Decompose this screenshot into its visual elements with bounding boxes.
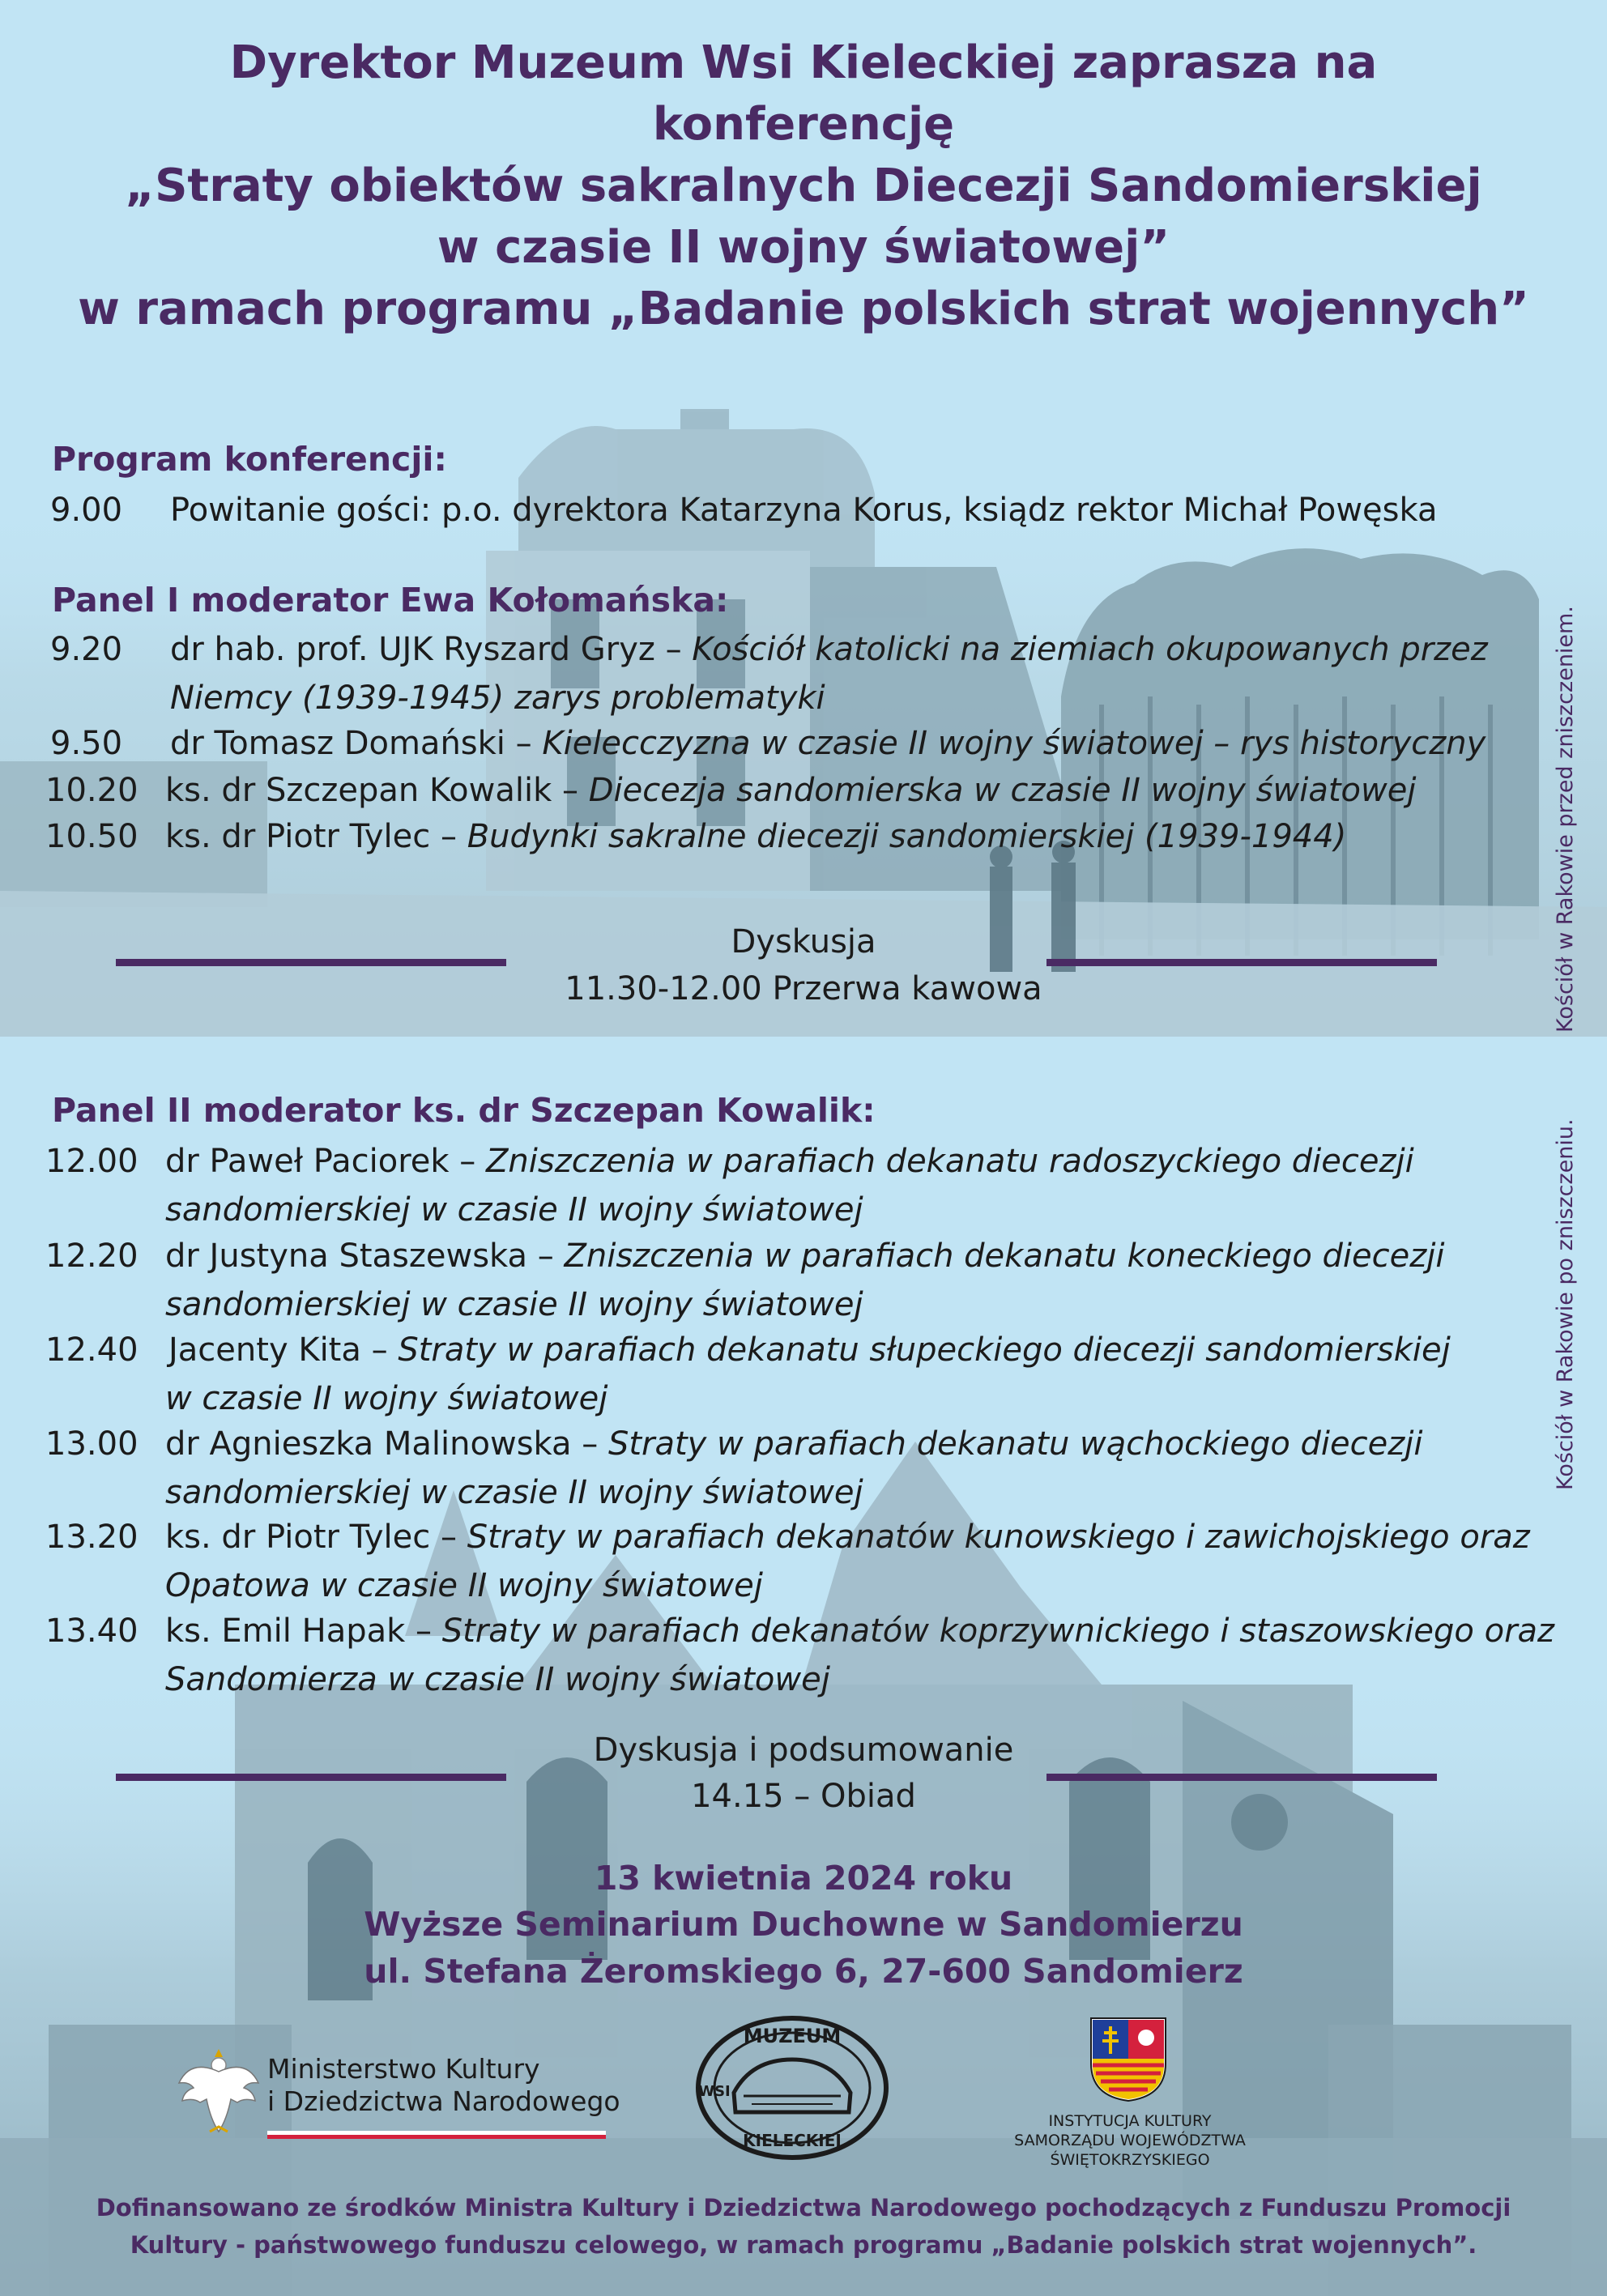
item-topic: Kościół katolicki na ziemiach okupowanych przez [692, 631, 1488, 668]
header-line-2: konferencję [652, 98, 955, 151]
item-topic: Zniszczenia w parafiach dekanatu radoszyckiego diecezji [485, 1143, 1414, 1180]
panel1-discussion: Dyskusja [731, 923, 876, 961]
polish-eagle-icon [174, 2043, 263, 2140]
welcome-time: 9.00 [50, 492, 123, 529]
event-date: 13 kwietnia 2024 roku [594, 1859, 1013, 1898]
item-time: 12.40 [45, 1331, 139, 1369]
museum-logo-icon [695, 2015, 889, 2161]
welcome-text: Powitanie gości: p.o. dyrektora Katarzyna Korus, ksiądz rektor Michał Powęska [170, 492, 1438, 529]
museum-logo-top: MUZEUM [743, 2025, 842, 2047]
item-topic-cont: Opatowa w czasie II wojny światowej [165, 1567, 763, 1604]
item-topic: Zniszczenia w parafiach dekanatu koneckiego diecezji [564, 1237, 1445, 1275]
item-topic: Straty w parafiach dekanatów koprzywnickiego i staszowskiego oraz [441, 1612, 1555, 1650]
header-line-4: w czasie II wojny światowej” [437, 221, 1170, 274]
item-topic-cont: sandomierskiej w czasie II wojny światowej [165, 1191, 863, 1229]
item-topic: Straty w parafiach dekanatu wąchockiego diecezji [607, 1425, 1423, 1463]
region-line-1: INSTYTUCJA KULTURY [1048, 2112, 1212, 2130]
item-topic-cont: Niemcy (1939-1945) zarys problematyki [170, 679, 825, 717]
item-speaker: ks. dr Piotr Tylec – [165, 1519, 467, 1556]
funding-line-1: Dofinansowano ze środków Ministra Kultury i Dziedzictwa Narodowego pochodzących z Funduszu Promocji [96, 2194, 1511, 2221]
region-line-2: SAMORZĄDU WOJEWÓDZTWA [1014, 2132, 1246, 2149]
ministry-logo-text [267, 2053, 620, 2118]
item-time: 12.20 [45, 1237, 139, 1275]
item-time: 10.50 [45, 818, 139, 855]
coffee-break: 11.30-12.00 Przerwa kawowa [565, 970, 1042, 1007]
program-title: Program konferencji: [52, 440, 447, 479]
item-speaker: ks. Emil Hapak – [165, 1612, 442, 1650]
region-coat-of-arms-icon [1088, 2015, 1169, 2104]
item-topic-cont: sandomierskiej w czasie II wojny światowej [165, 1286, 863, 1323]
item-topic: Kielecczyzna w czasie II wojny światowej – rys historyczny [542, 725, 1486, 762]
item-time: 10.20 [45, 772, 139, 809]
caption-before: Kościół w Rakowie przed zniszczeniem. [1553, 606, 1578, 1033]
item-topic-cont: Sandomierza w czasie II wojny światowej [165, 1661, 830, 1698]
header-line-5: w ramach programu „Badanie polskich strat wojennych” [78, 283, 1529, 335]
event-venue: Wyższe Seminarium Duchowne w Sandomierzu [364, 1905, 1243, 1944]
panel1-title: Panel I moderator Ewa Kołomańska: [52, 581, 729, 620]
museum-logo-bottom: KIELECKIEJ [743, 2131, 842, 2150]
item-time: 13.40 [45, 1612, 139, 1650]
item-topic: Straty w parafiach dekanatów kunowskiego i zawichojskiego oraz [467, 1519, 1530, 1556]
ministry-line-1: Ministerstwo Kultury [267, 2053, 540, 2085]
panel2-discussion: Dyskusja i podsumowanie [593, 1732, 1014, 1769]
region-line-3: ŚWIĘTOKRZYSKIEGO [1050, 2151, 1210, 2169]
item-topic: Diecezja sandomierska w czasie II wojny światowej [588, 772, 1417, 809]
divider-right [1046, 959, 1437, 966]
panel2-title: Panel II moderator ks. dr Szczepan Kowalik: [52, 1091, 876, 1130]
item-topic-cont: w czasie II wojny światowej [165, 1380, 608, 1417]
divider-left [116, 959, 506, 966]
item-speaker: dr Paweł Paciorek – [165, 1143, 486, 1180]
item-speaker: dr Agnieszka Malinowska – [165, 1425, 608, 1463]
item-speaker: ks. dr Szczepan Kowalik – [165, 772, 589, 809]
item-time: 9.50 [50, 725, 123, 762]
poster-header [0, 32, 1607, 340]
item-time: 12.00 [45, 1143, 139, 1180]
region-logo-text [996, 2111, 1264, 2170]
item-speaker: Jacenty Kita – [168, 1331, 399, 1369]
item-time: 13.20 [45, 1519, 139, 1556]
item-speaker: dr hab. prof. UJK Ryszard Gryz – [170, 631, 693, 668]
ministry-line-2: i Dziedzictwa Narodowego [267, 2085, 620, 2117]
funding-line-2: Kultury - państwowego funduszu celowego, w ramach programu „Badanie polskich strat wojennych”. [130, 2231, 1477, 2259]
caption-after: Kościół w Rakowie po zniszczeniu. [1553, 1118, 1578, 1490]
item-speaker: dr Justyna Staszewska – [165, 1237, 565, 1275]
museum-logo-side: WSI [698, 2083, 731, 2100]
item-speaker: dr Tomasz Domański – [170, 725, 543, 762]
item-topic: Straty w parafiach dekanatu słupeckiego diecezji sandomierskiej [398, 1331, 1451, 1369]
header-line-3: „Straty obiektów sakralnych Diecezji Sandomierskiej [125, 160, 1482, 212]
item-time: 13.00 [45, 1425, 139, 1463]
event-address: ul. Stefana Żeromskiego 6, 27-600 Sandomierz [364, 1952, 1243, 1991]
item-topic: Budynki sakralne diecezji sandomierskiej (1939-1944) [467, 818, 1347, 855]
item-time: 9.20 [50, 631, 123, 668]
funding-note [0, 2189, 1607, 2264]
item-topic-cont: sandomierskiej w czasie II wojny światowej [165, 1474, 863, 1511]
header-line-1: Dyrektor Muzeum Wsi Kieleckiej zaprasza na [229, 36, 1378, 89]
lunch: 14.15 – Obiad [691, 1778, 916, 1815]
flag-red-stripe [267, 2135, 606, 2139]
item-speaker: ks. dr Piotr Tylec – [165, 818, 467, 855]
